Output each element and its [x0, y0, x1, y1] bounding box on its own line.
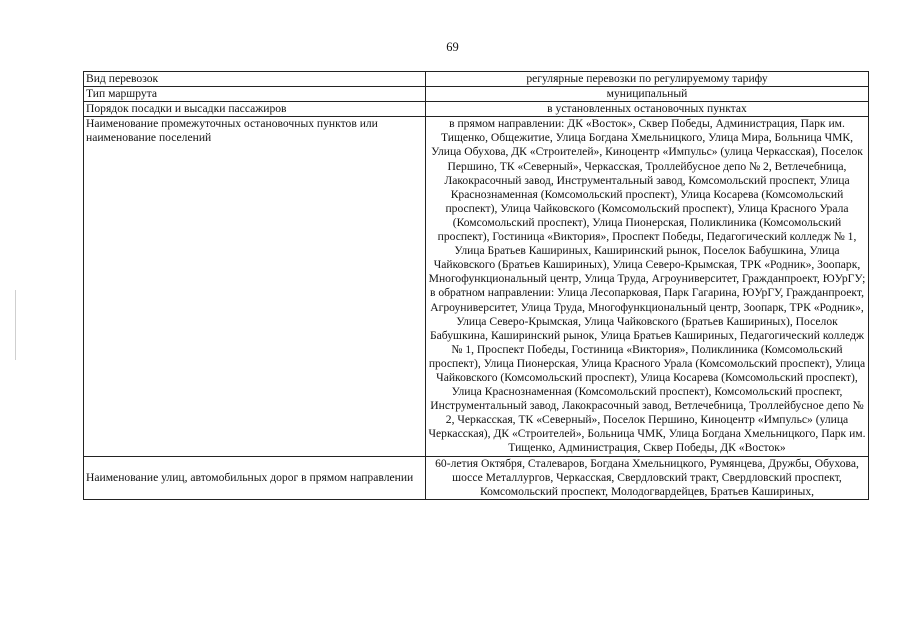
table-row-transport-type: [84, 72, 869, 87]
table-row-intermediate-stops: [84, 117, 869, 456]
route-info-table: [83, 71, 869, 500]
page-number: 69: [446, 40, 459, 54]
row-label-intermediate-stops: Наименование промежуточных остановочных пунктов или наименование поселений: [84, 117, 426, 456]
scan-artifact: [15, 290, 16, 360]
table-row-streets-direct: [84, 456, 869, 499]
row-value-intermediate-stops: [426, 117, 869, 456]
table-row-route-type: [84, 87, 869, 102]
stops-direct: в прямом направлении: ДК «Восток», Сквер Победы, Администрация, Парк им. Тищенко, Общежитие, Улица Богдана Хмельницкого, Улица Мира, Больница ЧМК, Улица Обухова, ДК «Строителей», Киноцентр «Импульс» (улица Черкасская), Поселок Першино, ТК «Северный», Черкасская, Троллейбусное депо № 2, Ветлечебница, Лакокрасочный завод, Инструментальный завод, Комсомольский проспект, Улица Краснознаменная (Комсомольский проспект), Улица Косарева (Комсомольский проспект), Улица Чайковского (Комсомольский проспект), Улица Красного Урала (Комсомольский проспект), Улица Пионерская, Поликлиника (Комсомольский проспект), Гостиница «Виктория», Проспект Победы, Педагогический колледж № 1, Улица Братьев Кашириных, Каширинский рынок, Поселок Бабушкина, Улица Чайковского (Братьев Кашириных), Улица Северо-Крымская, ТРК «Родник», Зоопарк, Многофункциональный центр, Улица Труда, Агроуниверситет, Гражданпроект, ЮУрГУ;: [428, 117, 866, 286]
row-value-route-type: муниципальный: [426, 87, 869, 102]
row-value-transport-type: регулярные перевозки по регулируемому тарифу: [426, 72, 869, 87]
row-label-route-type: Тип маршрута: [84, 87, 426, 102]
row-label-transport-type: Вид перевозок: [84, 72, 426, 87]
stops-reverse: в обратном направлении: Улица Лесопарковая, Парк Гагарина, ЮУрГУ, Гражданпроект, Агроуниверситет, Улица Труда, Многофункциональный центр, Зоопарк, ТРК «Родник», Улица Северо-Крымская, Улица Чайковского (Братьев Кашириных), Поселок Бабушкина, Каширинский рынок, Улица Братьев Кашириных, Педагогический колледж № 1, Проспект Победы, Гостиница «Виктория», Поликлиника (Комсомольский проспект), Улица Пионерская, Улица Красного Урала (Комсомольский проспект), Улица Чайковского (Комсомольский проспект), Улица Косарева (Комсомольский проспект), Улица Краснознаменная (Комсомольский проспект), Комсомольский проспект, Инструментальный завод, Лакокрасочный завод, Ветлечебница, Троллейбусное депо № 2, Черкасская, ТК «Северный», Поселок Першино, Киноцентр «Импульс» (улица Черкасская), ДК «Строителей», Больница ЧМК, Улица Богдана Хмельницкого, Парк им. Тищенко, Администрация, Сквер Победы, ДК «Восток»: [428, 286, 866, 455]
row-value-boarding-order: в установленных остановочных пунктах: [426, 102, 869, 117]
table-row-boarding-order: [84, 102, 869, 117]
row-label-streets-direct: Наименование улиц, автомобильных дорог в прямом направлении: [84, 456, 426, 499]
row-label-boarding-order: Порядок посадки и высадки пассажиров: [84, 102, 426, 117]
row-value-streets-direct: 60-летия Октября, Сталеваров, Богдана Хмельницкого, Румянцева, Дружбы, Обухова, шоссе Металлургов, Черкасская, Свердловский тракт, Свердловский проспект, Комсомольский проспект, Молодогвардейцев, Братьев Кашириных,: [426, 456, 869, 499]
